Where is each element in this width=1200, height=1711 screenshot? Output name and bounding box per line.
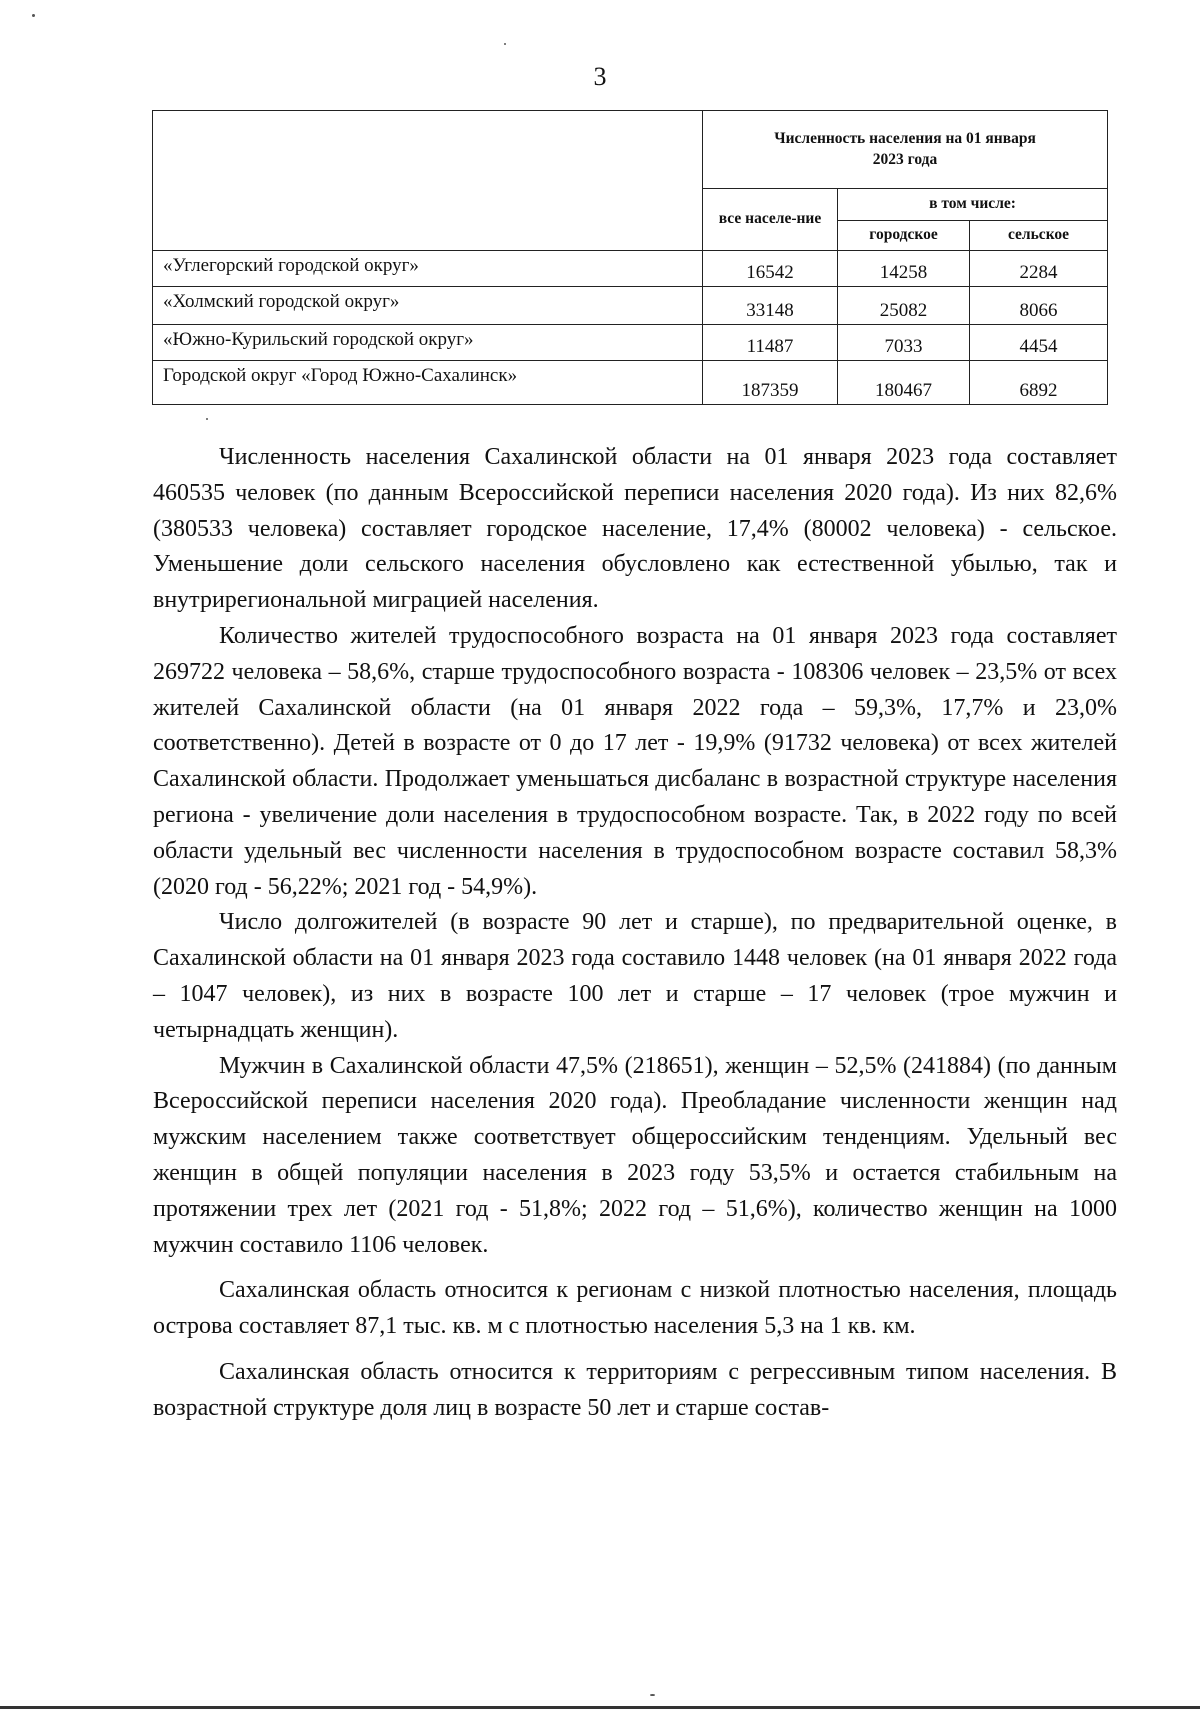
total-population-cell: 187359 [703,361,838,405]
header-population-date: Численность населения на 01 января 2023 года [703,111,1108,189]
urban-population-cell: 180467 [838,361,970,405]
rural-population-cell: 2284 [970,251,1108,287]
table-row [153,287,1108,325]
urban-population-cell: 25082 [838,287,970,325]
page-number: 3 [593,62,607,91]
header-including: в том числе: [838,189,1108,221]
paragraph-working-age: Количество жителей трудоспособного возраста на 01 января 2023 года составляет 269722 человека – 58,6%, старше трудоспособного возраста - 108306 человек – 23,5% от всех жителей Сахалинской области (на 01 января 2022 года – 59,3%, 17,7% и 23,0% соответственно). Детей в возрасте от 0 до 17 лет - 19,9% (91732 человека) от всех жителей Сахалинской области. Продолжает уменьшаться дисбаланс в возрастной структуре населения региона - увеличение доли населения в трудоспособном возрасте. Так, в 2022 году по всей области удельный вес численности населения в трудоспособном возрасте составил 58,3% (2020 год - 56,22%; 2021 год - 54,9%). [153,622,1117,900]
scan-speck [504,43,506,45]
header-rural: сельское [970,221,1108,251]
table-row [153,251,1108,287]
population-table [152,110,1108,405]
body-text [153,440,1117,1427]
table-corner-cell [153,111,703,251]
rural-population-cell: 6892 [970,361,1108,405]
scan-edge-line [0,1706,1200,1709]
total-population-cell: 11487 [703,325,838,361]
urban-population-cell: 7033 [838,325,970,361]
district-name-cell: «Южно-Курильский городской округ» [153,325,703,361]
district-name-cell: «Холмский городской округ» [153,287,703,325]
paragraph-regressive-type: Сахалинская область относится к территориям с регрессивным типом населения. В возрастной структуре доля лиц в возрасте 50 лет и старше состав- [153,1358,1117,1421]
total-population-cell: 33148 [703,287,838,325]
table-row [153,361,1108,405]
header-urban: городское [838,221,970,251]
paragraph-gender: Мужчин в Сахалинской области 47,5% (218651), женщин – 52,5% (241884) (по данным Всероссийской переписи населения 2020 года). Преобладание численности женщин над мужским населением также соответствует общероссийским тенденциям. Удельный вес женщин в общей популяции населения в 2023 году 53,5% и остается стабильным на протяжении трех лет (2021 год - 51,8%; 2022 год – 51,6%), количество женщин на 1000 мужчин составило 1106 человек. [153,1052,1117,1258]
scan-speck [32,14,35,17]
scan-speck [206,418,208,420]
rural-population-cell: 4454 [970,325,1108,361]
paragraph-long-livers: Число долгожителей (в возрасте 90 лет и старше), по предварительной оценке, в Сахалинской области на 01 января 2023 года составило 1448 человек (на 01 января 2022 года – 1047 человек), из них в возрасте 100 лет и старше – 17 человек (трое мужчин и четырнадцать женщин). [153,909,1117,1043]
table-row [153,325,1108,361]
header-total-population: все населе-ние [703,189,838,251]
paragraph-population: Численность населения Сахалинской области на 01 января 2023 года составляет 460535 человек (по данным Всероссийской переписи населения 2020 года). Из них 82,6% (380533 человека) составляет городское население, 17,4% (80002 человека) - сельское. Уменьшение доли сельского населения обусловлено как естественной убылью, так и внутрирегиональной миграцией населения. [153,444,1117,614]
district-name-cell: «Углегорский городской округ» [153,251,703,287]
district-name-cell: Городской округ «Город Южно-Сахалинск» [153,361,703,405]
paragraph-density: Сахалинская область относится к регионам с низкой плотностью населения, площадь острова составляет 87,1 тыс. кв. м с плотностью населения 5,3 на 1 кв. км. [153,1277,1117,1340]
urban-population-cell: 14258 [838,251,970,287]
total-population-cell: 16542 [703,251,838,287]
scan-speck [650,1694,655,1696]
rural-population-cell: 8066 [970,287,1108,325]
